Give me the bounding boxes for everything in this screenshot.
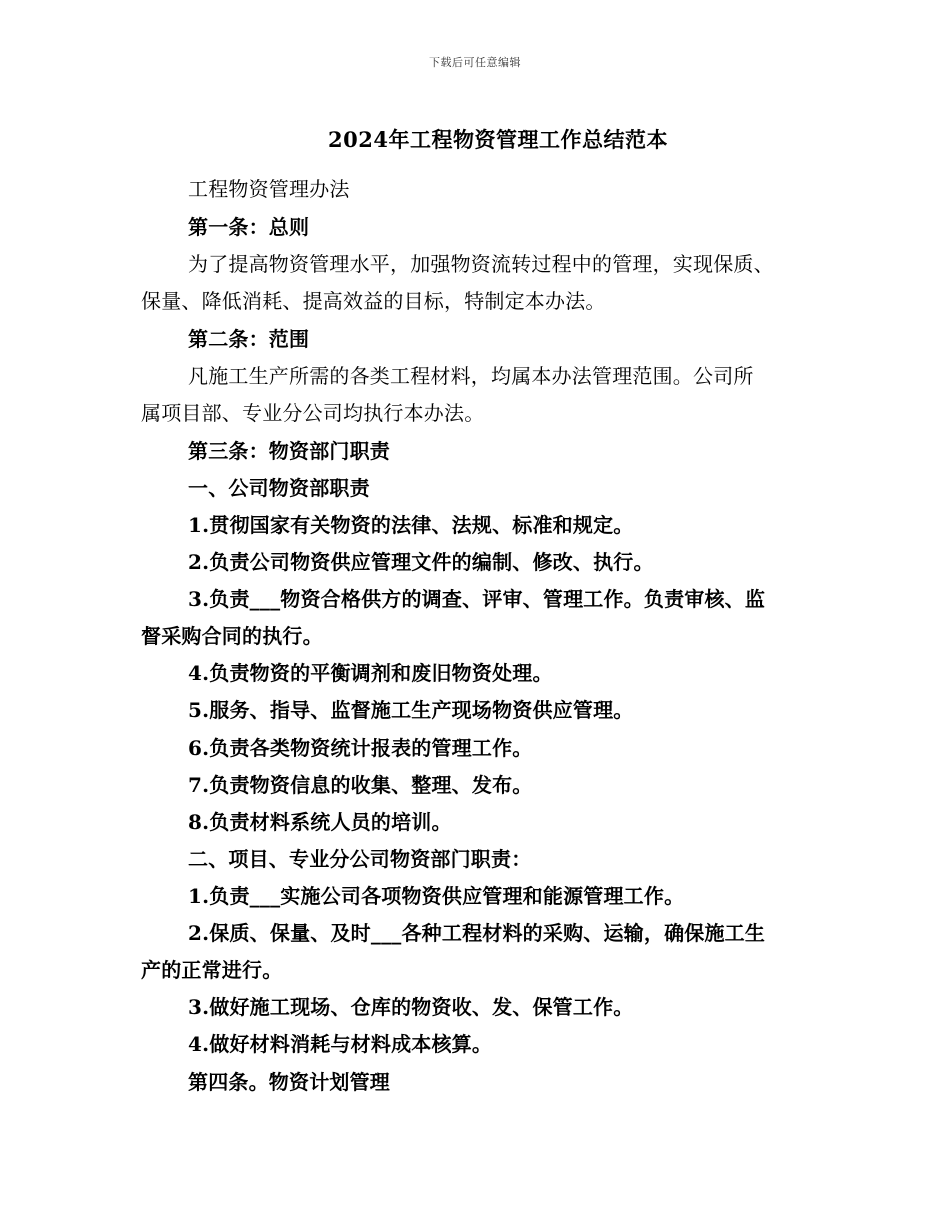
list-item: 8.负责材料系统人员的培训。	[188, 810, 452, 834]
body-line: 凡施工生产所需的各类工程材料，均属本办法管理范围。公司所	[188, 364, 754, 388]
body-line: 为了提高物资管理水平，加强物资流转过程中的管理，实现保质、	[188, 252, 774, 276]
list-item: 7.负责物资信息的收集、整理、发布。	[188, 773, 533, 797]
list-item: 3.做好施工现场、仓库的物资收、发、保管工作。	[188, 995, 634, 1019]
subsection-heading: 一、公司物资部职责	[188, 476, 370, 500]
list-item: 3.负责___物资合格供方的调查、评审、管理工作。负责审核、监	[188, 587, 766, 611]
list-item: 1.负责___实施公司各项物资供应管理和能源管理工作。	[188, 884, 685, 908]
list-item-continuation: 督采购合同的执行。	[141, 624, 323, 648]
page-header-note: 下载后可任意编辑	[429, 56, 521, 69]
list-item: 4.负责物资的平衡调剂和废旧物资处理。	[188, 661, 553, 685]
section-heading: 第四条。物资计划管理	[188, 1070, 390, 1094]
list-item: 6.负责各类物资统计报表的管理工作。	[188, 736, 533, 760]
list-item: 4.做好材料消耗与材料成本核算。	[188, 1032, 493, 1056]
body-line: 属项目部、专业分公司均执行本办法。	[141, 401, 485, 425]
body-line: 保量、降低消耗、提高效益的目标，特制定本办法。	[141, 289, 606, 313]
list-item-continuation: 产的正常进行。	[141, 958, 283, 982]
subsection-heading: 二、项目、专业分公司物资部门职责：	[188, 847, 532, 871]
section-heading: 第一条：总则	[188, 215, 310, 239]
document-title: 2024年工程物资管理工作总结范本	[328, 127, 668, 152]
list-item: 5.服务、指导、监督施工生产现场物资供应管理。	[188, 698, 634, 722]
list-item: 2.保质、保量、及时___各种工程材料的采购、运输，确保施工生	[188, 921, 766, 945]
section-heading: 第二条：范围	[188, 327, 310, 351]
body-line: 工程物资管理办法	[188, 177, 350, 201]
section-heading: 第三条：物资部门职责	[188, 439, 390, 463]
list-item: 1.贯彻国家有关物资的法律、法规、标准和规定。	[188, 513, 634, 537]
list-item: 2.负责公司物资供应管理文件的编制、修改、执行。	[188, 550, 654, 574]
